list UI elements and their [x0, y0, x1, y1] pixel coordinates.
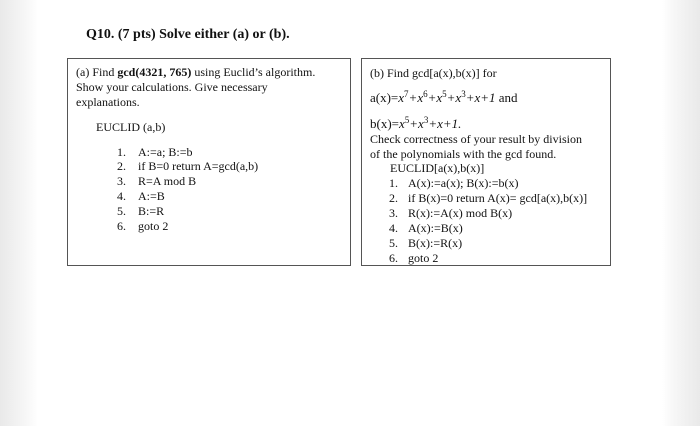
part-a-step-number: 6. [117, 219, 126, 233]
poly-a-term: x [398, 90, 405, 105]
poly-a-and: and [498, 90, 518, 105]
poly-b-exponent: 5 [404, 115, 410, 125]
poly-a-term: +x [427, 90, 443, 105]
poly-a-term: +x+1 [465, 90, 496, 105]
part-a-intro [76, 65, 315, 79]
part-a-step-text: B:=R [138, 204, 165, 218]
poly-a-exponent: 7 [404, 89, 409, 99]
part-b-step-text: goto 2 [408, 251, 439, 265]
poly-b-exponent: 3 [423, 115, 429, 125]
part-b-step-number: 5. [389, 236, 398, 250]
part-a-step-text: if B=0 return A=gcd(a,b) [138, 159, 259, 173]
polynomial-b [370, 117, 461, 131]
part-b-step-text: A(x):=a(x); B(x):=b(x) [408, 176, 519, 190]
part-b-step-number: 1. [389, 176, 398, 190]
part-a-step-number: 2. [117, 159, 126, 173]
part-a-line2: Show your calculations. Give necessary [76, 80, 268, 94]
part-a-line3: explanations. [76, 95, 140, 109]
part-b-step-text: B(x):=R(x) [408, 236, 463, 250]
part-b-check-line2: of the polynomials with the gcd found. [370, 147, 557, 161]
part-a-step-number: 4. [117, 189, 126, 203]
poly-b-term: +x+1. [428, 116, 462, 131]
poly-a-label: a(x)= [370, 90, 399, 105]
poly-a-exponent: 6 [423, 89, 428, 99]
part-b-step-number: 3. [389, 206, 398, 220]
part-b-step-number: 2. [389, 191, 398, 205]
poly-a-exponent: 3 [461, 89, 466, 99]
poly-b-term: +x [409, 116, 424, 131]
part-b-algo-title: EUCLID[a(x),b(x)] [390, 161, 485, 175]
part-a-intro-suffix: using Euclid’s algorithm. [191, 65, 316, 79]
part-b-step-text: A(x):=B(x) [408, 221, 463, 235]
question-title: Q10. (7 pts) Solve either (a) or (b). [86, 27, 290, 42]
poly-b-term: x [399, 116, 405, 131]
part-a-step-text: R=A mod B [138, 174, 197, 188]
part-b-step-text: R(x):=A(x) mod B(x) [408, 206, 513, 220]
polynomial-a [370, 91, 518, 105]
part-a-step-number: 5. [117, 204, 126, 218]
part-b-step-number: 6. [389, 251, 398, 265]
photo-edge-right [662, 0, 700, 426]
poly-a-exponent: 5 [442, 89, 447, 99]
poly-a-term: +x [446, 90, 462, 105]
part-b-check-line1: Check correctness of your result by division [370, 132, 582, 146]
part-b-intro: (b) Find gcd[a(x),b(x)] for [370, 66, 497, 80]
part-b-step-number: 4. [389, 221, 398, 235]
poly-a-term: +x [408, 90, 424, 105]
part-a-step-text: goto 2 [138, 219, 169, 233]
photo-edge-left [0, 0, 38, 426]
part-a-intro-prefix: (a) Find [76, 65, 118, 79]
part-b-step-text: if B(x)=0 return A(x)= gcd[a(x),b(x)] [408, 191, 588, 205]
part-a-step-number: 1. [117, 145, 126, 159]
part-a-step-text: A:=B [138, 189, 165, 203]
part-b-box [361, 58, 611, 266]
part-a-gcd-expression: gcd(4321, 765) [117, 65, 192, 79]
part-a-box [67, 58, 351, 266]
poly-b-label: b(x)= [370, 116, 399, 131]
part-a-step-number: 3. [117, 174, 126, 188]
part-a-algo-title: EUCLID (a,b) [96, 120, 166, 134]
part-a-step-text: A:=a; B:=b [138, 145, 193, 159]
